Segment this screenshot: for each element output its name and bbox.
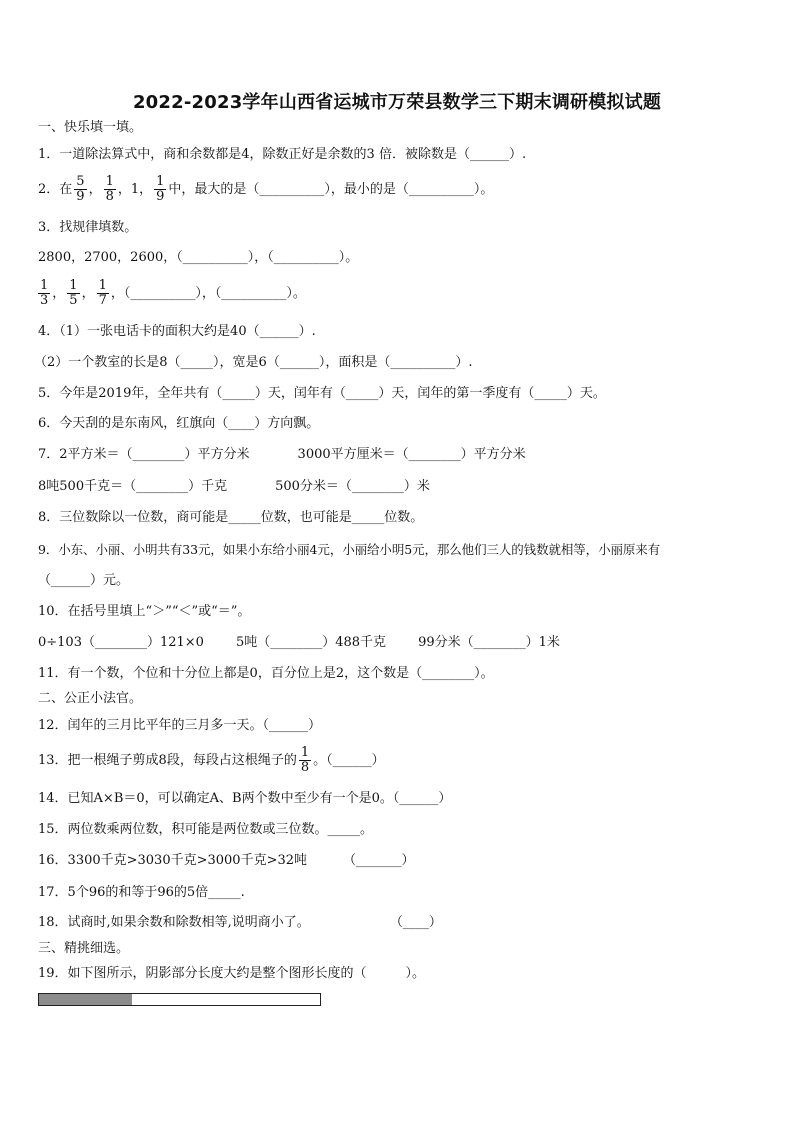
question-17: 17．5个96的和等于96的5倍_____. (38, 885, 245, 900)
q3-fraction-2 (67, 279, 79, 308)
q13-numerator: 1 (300, 745, 310, 760)
question-12: 12．闰年的三月比平年的三月多一天。（______） (38, 718, 322, 733)
page-title: 2022-2023学年山西省运城市万荣县数学三下期末调研模拟试题 (132, 92, 662, 113)
q2-f2-denominator: 8 (105, 189, 114, 204)
q10-part-b: 5吨（________）488千克 (235, 635, 387, 650)
question-15: 15．两位数乘两位数，积可能是两位数或三位数。_____。 (38, 822, 374, 837)
q2-middle: ，1， (117, 182, 153, 197)
q3-f1-denominator: 3 (40, 293, 49, 308)
section-3-heading: 三、精挑细选。 (38, 941, 130, 956)
q2-f3-denominator: 9 (156, 189, 165, 204)
question-8: 8．三位数除以一位数，商可能是_____位数，也可能是_____位数。 (38, 510, 424, 525)
question-19: 19．如下图所示，阴影部分长度大约是整个图形长度的（ ）。 (38, 966, 426, 981)
q3-suffix: ，（__________），（__________）。 (110, 286, 306, 301)
q19-shaded-portion (39, 994, 132, 1005)
question-7-row-2 (38, 478, 430, 496)
q7-part-a: 7．2平方米＝（________）平方分米 (38, 447, 250, 462)
q7-part-b: 3000平方厘米＝（________）平方分米 (297, 447, 526, 462)
q2-fraction-3 (154, 175, 166, 204)
q7-part-d: 500分米＝（________）米 (275, 479, 430, 494)
q13-denominator: 8 (300, 760, 310, 775)
q16-text: 16．3300千克>3030千克>3000千克>32吨 (38, 853, 308, 868)
question-4-line-1: 4．（1）一张电话卡的面积大约是40（______）. (38, 324, 316, 339)
q3-separator-2: ， (81, 286, 95, 301)
question-13 (38, 743, 385, 779)
question-3-line-2 (38, 276, 306, 312)
question-16 (38, 852, 415, 870)
q3-f1-numerator: 1 (40, 278, 49, 293)
question-9-line-1: 9．小东、小丽、小明共有33元，如果小东给小丽4元，小丽给小明5元，那么他们三人的钱数就相等，小丽原来有 (38, 542, 661, 557)
question-18 (38, 914, 442, 932)
question-2 (38, 172, 493, 208)
question-10-row (38, 634, 560, 652)
q2-f1-denominator: 9 (76, 189, 85, 204)
q2-suffix: 中，最大的是（__________），最小的是（__________）。 (168, 182, 494, 197)
q16-answer-blank: （_______） (343, 853, 415, 868)
q18-text: 18．试商时,如果余数和除数相等,说明商小了。 (38, 915, 310, 930)
q2-f1-numerator: 5 (76, 174, 85, 189)
question-9-line-2: （______）元。 (38, 573, 130, 588)
q3-fraction-1 (38, 279, 50, 308)
q13-fraction (299, 746, 311, 775)
q3-f3-numerator: 1 (98, 278, 107, 293)
question-5: 5．今年是2019年，全年共有（_____）天，闰年有（_____）天，闰年的第一季度有（_____）天。 (38, 386, 606, 401)
q10-part-c: 99分米（________）1米 (418, 635, 560, 650)
q18-answer-blank: （____） (389, 915, 442, 930)
q3-f2-denominator: 5 (69, 293, 78, 308)
question-10-label: 10．在括号里填上“＞”“＜”或“＝”。 (38, 604, 251, 619)
question-3-line-1: 2800，2700，2600，（__________），（__________）。 (38, 250, 359, 265)
question-14: 14．已知A×B＝0，可以确定A、B两个数中至少有一个是0。（______） (38, 791, 452, 806)
q2-fraction-1 (74, 175, 86, 204)
section-1-heading: 一、快乐填一填。 (38, 120, 143, 135)
q2-separator: ， (88, 182, 102, 197)
q2-f2-numerator: 1 (105, 174, 114, 189)
question-1: 1．一道除法算式中，商和余数都是4，除数正好是余数的3 倍．被除数是（______）. (38, 147, 527, 162)
q13-suffix: 。（______） (313, 753, 385, 768)
question-3-label: 3．找规律填数。 (38, 220, 138, 235)
q19-bar-figure (38, 993, 321, 1006)
question-7-row-1 (38, 446, 526, 464)
question-6: 6．今天刮的是东南风，红旗向（____）方向飘。 (38, 416, 320, 431)
q2-prefix: 2．在 (38, 182, 73, 197)
q2-f3-numerator: 1 (156, 174, 165, 189)
question-11: 11．有一个数，个位和十分位上都是0，百分位上是2，这个数是（________）。 (38, 666, 494, 681)
q2-fraction-2 (104, 175, 116, 204)
q3-separator-1: ， (52, 286, 66, 301)
q3-f3-denominator: 7 (98, 293, 107, 308)
q10-part-a: 0÷103（________）121×0 (38, 635, 204, 650)
q7-part-c: 8吨500千克＝（________）千克 (38, 479, 228, 494)
question-4-line-2: （2）一个教室的长是8（_____），宽是6（______），面积是（__________）. (34, 355, 473, 370)
q3-f2-numerator: 1 (69, 278, 78, 293)
section-2-heading: 二、公正小法官。 (38, 691, 143, 706)
q13-prefix: 13．把一根绳子剪成8段，每段占这根绳子的 (38, 753, 297, 768)
q3-fraction-3 (97, 279, 109, 308)
